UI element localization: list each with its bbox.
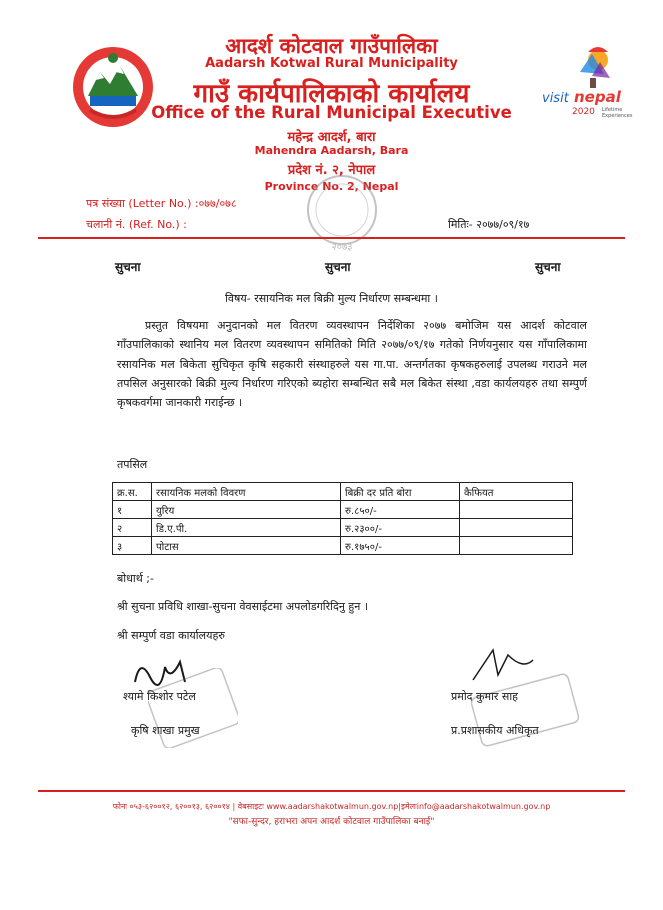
table-header-row (113, 483, 573, 501)
left-signatory-name: श्यामे किशोर पटेल (123, 690, 196, 703)
cell-rate: रु.२३००/- (341, 519, 460, 537)
location-np: महेन्द्र आदर्श, बारा (287, 130, 376, 145)
tagline-text-2: Experiences (602, 113, 633, 119)
notice-heading-right: सुचना (535, 260, 561, 274)
cell-serial: ३ (113, 537, 152, 555)
cell-description: युरिय (152, 501, 341, 519)
municipality-name-np: आदर्श कोटवाल गाउँपालिका (225, 34, 438, 58)
office-name-np: गाउँ कार्यपालिकाको कार्यालय (193, 79, 470, 109)
municipality-name-en: Aadarsh Kotwal Rural Municipality (205, 56, 458, 71)
reference-number: चलानी नं. (Ref. No.) : (86, 218, 187, 231)
right-stamp (470, 670, 580, 750)
cell-remarks (460, 501, 573, 519)
bodhartha-line-2: श्री सम्पुर्ण वडा कार्यालयहरु (117, 629, 225, 642)
letter-date: मितिः- २०७७/०९/१७ (448, 218, 530, 231)
rates-table (112, 482, 573, 555)
letter-number: पत्र संख्या (Letter No.) :०७७/०७८ (86, 197, 237, 210)
footer-contacts: फोनः ०५३-६२००१२, ६२००१३, ६२००१४ | वेबसाइटः www.aadarshakotwalmun.gov.np|इमेलःinfo@aadarshakotwalmun.gov.np (112, 802, 551, 811)
right-signatory-name: प्रमोद कुमार साह (451, 690, 519, 703)
header-divider (38, 237, 625, 239)
tapasil-label: तपसिल (117, 458, 148, 471)
province-np: प्रदेश नं. २, नेपाल (287, 163, 376, 178)
office-name-en: Office of the Rural Municipal Executive (151, 103, 512, 122)
left-signatory-title: कृषि शाखा प्रमुख (131, 724, 200, 737)
office-seal (296, 170, 388, 254)
col-remarks: कैफियत (460, 483, 573, 501)
bodhartha-line-1: श्री सुचना प्रविधि शाखा-सुचना वेवसाईटमा अपलोडगरिदिनु हुन । (117, 600, 369, 613)
cell-serial: २ (113, 519, 152, 537)
year-text: 2020 (572, 107, 595, 117)
table-row (113, 501, 573, 519)
cell-description: डि.ए.पी. (152, 519, 341, 537)
cell-rate: रु.१७५०/- (341, 537, 460, 555)
cell-rate: रु.८५०/- (341, 501, 460, 519)
footer-slogan: "सफा-सुन्दर, हराभरा अपन आदर्श कोटवाल गाउँपालिका बनाई" (228, 817, 435, 827)
cell-serial: १ (113, 501, 152, 519)
notice-heading-center: सुचना (325, 260, 351, 274)
right-signatory-title: प्र.प्रशासकीय अधिकृत (451, 724, 539, 737)
body-paragraph (117, 316, 587, 412)
province-en: Province No. 2, Nepal (264, 180, 399, 193)
bodhartha-label: बोधार्थ ;- (117, 572, 154, 585)
location-en: Mahendra Aadarsh, Bara (254, 144, 409, 157)
tagline-text: Lifetime (602, 107, 623, 113)
footer-divider (38, 790, 625, 792)
cell-remarks (460, 537, 573, 555)
nepal-text: nepal (574, 88, 621, 106)
col-serial: क्र.स. (113, 483, 152, 501)
notice-heading-left: सुचना (115, 260, 141, 274)
body-text: प्रस्तुत विषयमा अनुदानको मल वितरण व्यवस्थापन निर्देशिका २०७७ बमोजिम यस आदर्श कोटवाल गाँउपालिकाको स्थानिय मल वितरण व्यवस्थापन समितिको मिति २०७७/०९/१७ गतेको निर्णयनुसार यस गाँपालिकामा रसायनिक मल बिकेता सुचिकृत कृषि सहकारी संस्थाहरुले यस गा.पा. अन्तर्गतका कृषकहरुलाई उपलब्ध गराउने मल तपसिल अनुसारको बिक्री मुल्य निर्धारण गरिएको ब्यहोरा सम्बन्धित सबै मल बिकेत संस्था ,वडा कार्यलयहरु तथा सम्पुर्ण कृषकवर्गमा जानकारी गराईन्छ । (117, 319, 587, 410)
table-row (113, 537, 573, 555)
cell-remarks (460, 519, 573, 537)
seal-year: २०७३ (331, 242, 353, 253)
visit-text: visit (542, 91, 569, 106)
subject-line: विषय- रसायनिक मल बिक्री मुल्य निर्धारण सम्बन्धमा । (225, 292, 438, 305)
table-row (113, 519, 573, 537)
col-description: रसायनिक मलको विवरण (152, 483, 341, 501)
cell-description: पोटास (152, 537, 341, 555)
col-rate: बिक्री दर प्रति बोरा (341, 483, 460, 501)
